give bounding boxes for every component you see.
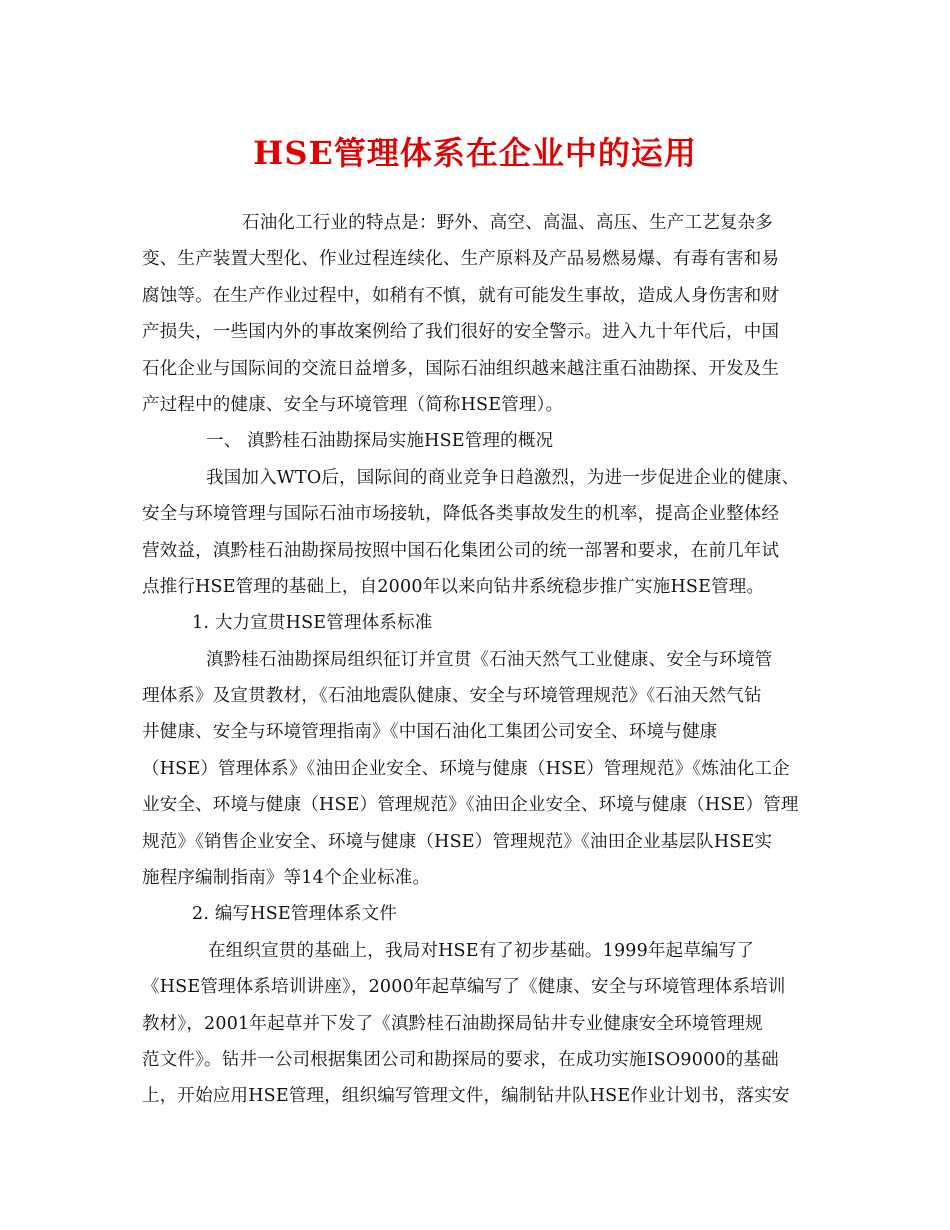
text-line: 产过程中的健康、安全与环境管理（简称HSE管理）。 — [142, 394, 564, 415]
text-line: 变、生产装置大型化、作业过程连续化、生产原料及产品易燃易爆、有毒有害和易 — [142, 249, 780, 270]
text-line: 石化企业与国际间的交流日益增多，国际石油组织越来越注重石油勘探、开发及生 — [142, 358, 780, 379]
text-line: 上，开始应用HSE管理，组织编写管理文件，编制钻井队HSE作业计划书，落实安 — [142, 1086, 790, 1107]
text-line: 我国加入WTO后，国际间的商业竞争日趋激烈，为进一步促进企业的健康、 — [206, 467, 800, 488]
text-line: 2. 编写HSE管理体系文件 — [192, 904, 398, 925]
text-line: 业安全、环境与健康（HSE）管理规范》《油田企业安全、环境与健康（HSE）管理 — [142, 795, 799, 816]
text-line: （HSE）管理体系》《油田企业安全、环境与健康（HSE）管理规范》《炼油化工企 — [142, 758, 790, 779]
text-line: 规范》《销售企业安全、环境与健康（HSE）管理规范》《油田企业基层队HSE实 — [142, 831, 773, 852]
text-line: 施程序编制指南》等14个企业标准。 — [142, 868, 431, 889]
text-line: 点推行HSE管理的基础上，自2000年以来向钻井系统稳步推广实施HSE管理。 — [142, 576, 765, 597]
text-line: 营效益，滇黔桂石油勘探局按照中国石化集团公司的统一部署和要求，在前几年试 — [142, 540, 780, 561]
text-line: 滇黔桂石油勘探局组织征订并宣贯《石油天然气工业健康、安全与环境管 — [206, 649, 773, 670]
text-line: 腐蚀等。在生产作业过程中，如稍有不慎，就有可能发生事故，造成人身伤害和财 — [142, 285, 780, 306]
text-line: 产损失，一些国内外的事故案例给了我们很好的安全警示。进入九十年代后，中国 — [142, 322, 780, 343]
text-line: 在组织宣贯的基础上，我局对HSE有了初步基础。1999年起草编写了 — [208, 940, 755, 961]
text-line: 石油化工行业的特点是：野外、高空、高温、高压、生产工艺复杂多 — [242, 213, 773, 233]
text-line: 范文件》。钻井一公司根据集团公司和勘探局的要求，在成功实施ISO9000的基础 — [142, 1049, 779, 1070]
document-body — [142, 205, 810, 1115]
text-line: 《HSE管理体系培训讲座》，2000年起草编写了《健康、安全与环境管理体系培训 — [142, 977, 786, 998]
document-title: HSE管理体系在企业中的运用 — [253, 134, 697, 172]
text-line: 安全与环境管理与国际石油市场接轨，降低各类事故发生的机率，提高企业整体经 — [142, 504, 780, 525]
text-line: 1. 大力宣贯HSE管理体系标准 — [192, 613, 433, 634]
text-line: 教材》，2001年起草并下发了《滇黔桂石油勘探局钻井专业健康安全环境管理规 — [142, 1013, 763, 1034]
text-line: 井健康、安全与环境管理指南》《中国石油化工集团公司安全、环境与健康 — [142, 722, 718, 743]
text-line: 理体系》及宣贯教材，《石油地震队健康、安全与环境管理规范》《石油天然气钻 — [142, 686, 762, 707]
text-line: 一、 滇黔桂石油勘探局实施HSE管理的概况 — [206, 431, 554, 452]
